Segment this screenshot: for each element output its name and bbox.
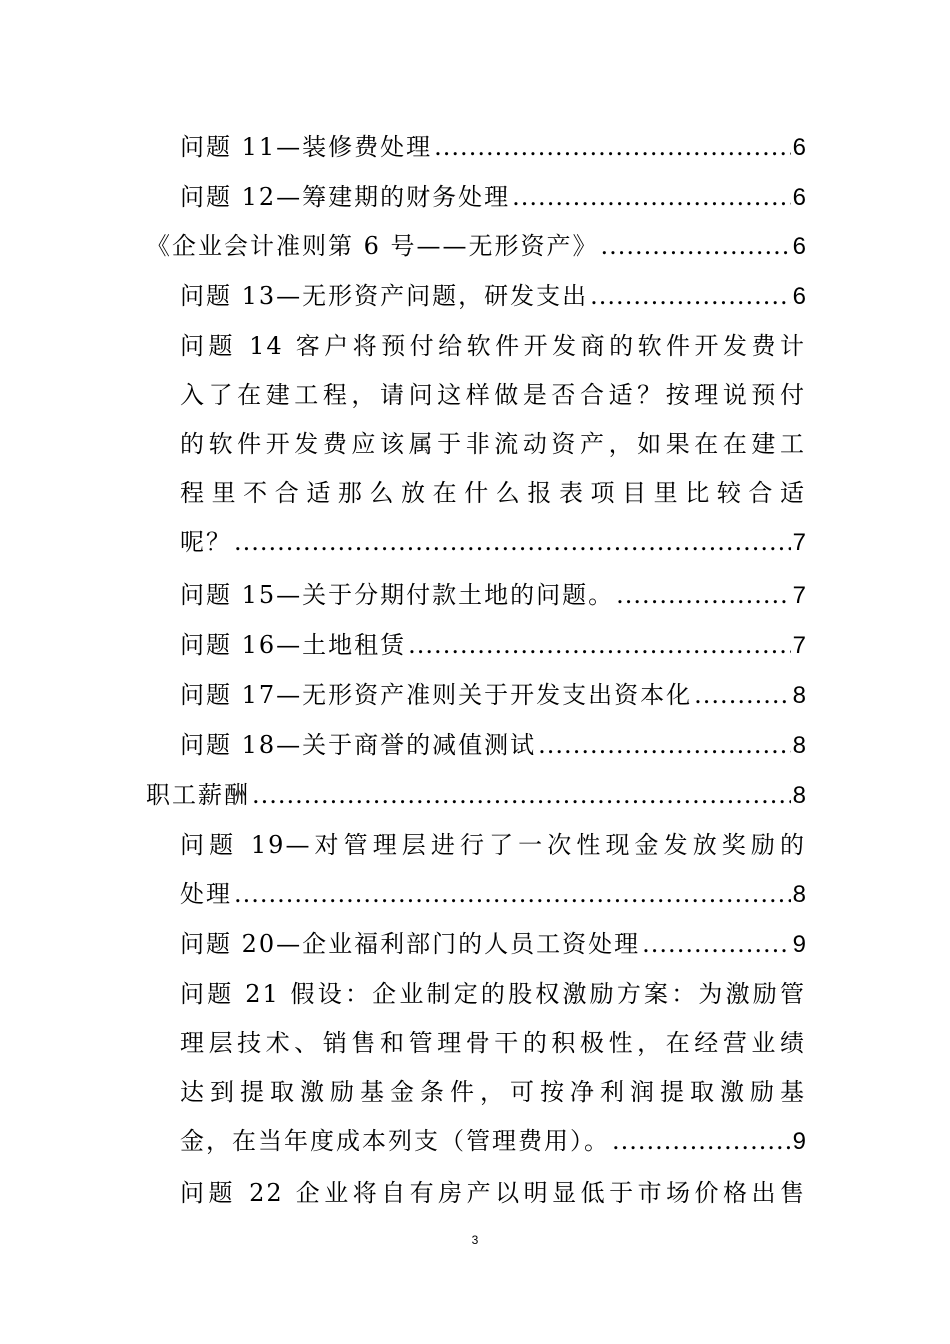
toc-entry-q14[interactable] [180, 322, 806, 567]
toc-entry-line: 问题 21 假设：企业制定的股权激励方案：为激励管 [180, 980, 806, 1008]
toc-entry-line: 的软件开发费应该属于非流动资产，如果在在建工 [180, 430, 806, 458]
toc-entry-q17[interactable] [180, 671, 806, 720]
toc-entry-title: 问题 17—无形资产准则关于开发支出资本化 [180, 681, 693, 709]
toc-page-number: 8 [792, 682, 806, 709]
toc-entry-line: 问题 22 企业将自有房产以明显低于市场价格出售 [180, 1179, 806, 1207]
toc-entry-q13[interactable] [180, 272, 806, 321]
toc-page-number: 9 [792, 931, 806, 958]
toc-entry-title: 问题 13—无形资产问题，研发支出 [180, 282, 589, 310]
toc-page-number: 9 [792, 1128, 806, 1155]
toc-section-employee-compensation[interactable] [146, 771, 806, 820]
toc-entry-title: 问题 11—装修费处理 [180, 133, 433, 161]
toc-entry-title: 问题 12—筹建期的财务处理 [180, 183, 511, 211]
toc-entry-q21[interactable] [180, 970, 806, 1166]
dot-leader [234, 518, 791, 567]
dot-leader [538, 721, 790, 770]
toc-entry-title: 问题 16—土地租赁 [180, 631, 407, 659]
dot-leader [234, 870, 791, 919]
toc-page-number: 8 [792, 881, 806, 908]
toc-page-number: 6 [792, 283, 806, 310]
toc-entry-line: 达到提取激励基金条件，可按净利润提取激励基 [180, 1078, 806, 1106]
toc-entry-q12[interactable] [180, 173, 806, 222]
toc-page-number: 7 [792, 582, 806, 609]
toc-page-number: 6 [792, 233, 806, 260]
toc-entry-title: 问题 15—关于分期付款土地的问题。 [180, 581, 615, 609]
toc-page-number: 6 [792, 134, 806, 161]
toc-entry-line: 入了在建工程，请问这样做是否合适？按理说预付 [180, 381, 806, 409]
dot-leader [252, 771, 791, 820]
toc-entry-q15[interactable] [180, 571, 806, 620]
dot-leader [590, 272, 790, 321]
dot-leader [434, 123, 790, 172]
toc-entry-line: 理层技术、销售和管理骨干的积极性，在经营业绩 [180, 1029, 806, 1057]
toc-page-number: 8 [792, 732, 806, 759]
toc-page-number: 8 [792, 782, 806, 809]
toc-entry-q11[interactable] [180, 123, 806, 172]
toc-entry-q20[interactable] [180, 920, 806, 969]
toc-entry-q18[interactable] [180, 721, 806, 770]
dot-leader [601, 222, 791, 271]
dot-leader [512, 173, 790, 222]
dot-leader [612, 1117, 791, 1166]
toc-page-number: 7 [792, 529, 806, 556]
toc-entry-q22[interactable] [180, 1169, 806, 1218]
dot-leader [642, 920, 790, 969]
toc-entry-title: 职工薪酬 [146, 781, 250, 809]
page-number: 3 [471, 1233, 479, 1247]
dot-leader [408, 621, 790, 670]
toc-entry-title-end: 呢？ [180, 528, 232, 556]
toc-entry-q16[interactable] [180, 621, 806, 670]
toc-entry-title-end: 处理 [180, 880, 232, 908]
toc-entry-q19[interactable] [180, 821, 806, 919]
toc-entry-title: 问题 18—关于商誉的减值测试 [180, 731, 537, 759]
toc-section-intangible-assets[interactable] [146, 222, 806, 271]
toc-entry-line: 程里不合适那么放在什么报表项目里比较合适 [180, 479, 806, 507]
toc-entry-title: 问题 20—企业福利部门的人员工资处理 [180, 930, 641, 958]
dot-leader [694, 671, 790, 720]
toc-page-number: 7 [792, 632, 806, 659]
toc-entry-line: 问题 14 客户将预付给软件开发商的软件开发费计 [180, 332, 806, 360]
toc-entry-title: 《企业会计准则第 6 号——无形资产》 [146, 232, 599, 260]
toc-page-number: 6 [792, 184, 806, 211]
toc-entry-line: 问题 19—对管理层进行了一次性现金发放奖励的 [180, 831, 806, 859]
dot-leader [616, 571, 790, 620]
toc-entry-title-end: 金，在当年度成本列支（管理费用）。 [180, 1127, 610, 1155]
